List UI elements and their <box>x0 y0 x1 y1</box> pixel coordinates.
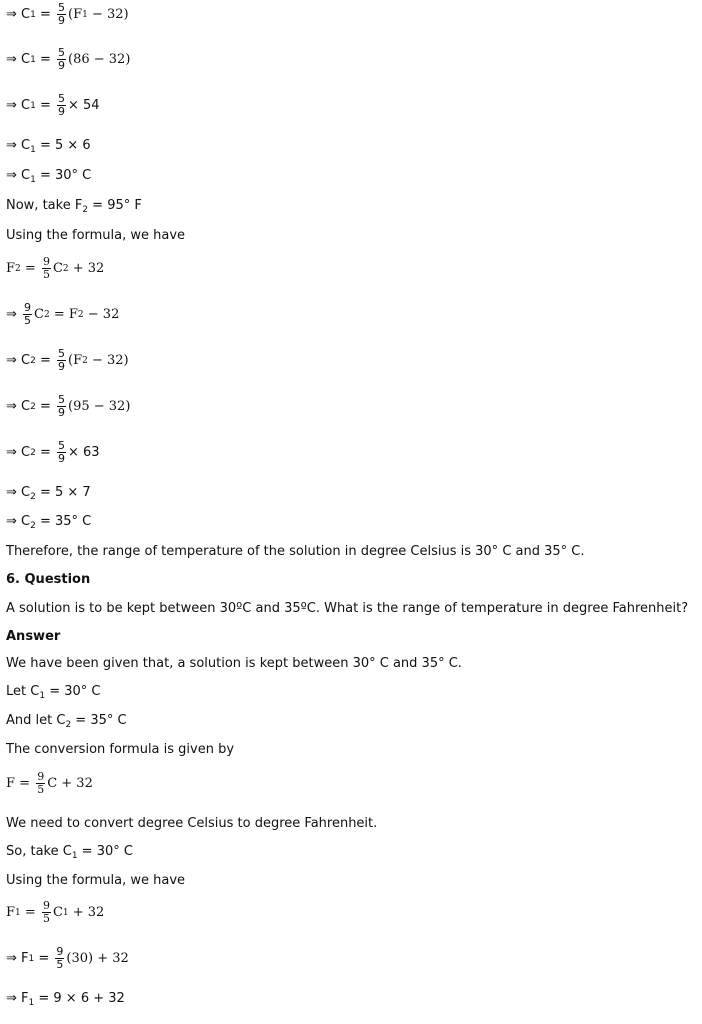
c2-step-substitute: ⇒ C 2 = $\frac{5}{9}$ (95 − 32) <box>6 393 131 419</box>
fraction: $\frac{9}{5}$ <box>56 945 64 971</box>
f1-mult-line: ⇒ $F_1 = 9 \times 6 + 32$ <box>6 991 125 1008</box>
fraction: $\frac{5}{9}$ <box>58 92 66 118</box>
c1-mult-line: ⇒ $C_1 = 5 \times 6$ <box>6 138 91 155</box>
let-c2-line: And let $C_2 = 35^\circ$ C <box>6 713 127 730</box>
fraction: $\frac{5}{9}$ <box>58 393 66 419</box>
fraction: $\frac{9}{5}$ <box>42 899 50 925</box>
c2-step-formula: ⇒ C 2 = $\frac{5}{9}$ (F 2 − 32) <box>6 347 129 373</box>
c2-step-multiply: ⇒ C 2 = $\frac{5}{9}$ × 63 <box>6 439 100 465</box>
using-formula-text: Using the formula, we have <box>6 228 186 243</box>
let-c1-line: Let $C_1 = 30^\circ$ C <box>6 684 101 701</box>
fraction: $\frac{5}{9}$ <box>58 347 66 373</box>
c1-step-multiply: ⇒ C 1 = $\frac{5}{9}$ × 54 <box>6 92 100 118</box>
f1-substitute: ⇒ F 1 = $\frac{9}{5}$ (30) + 32 <box>6 945 129 971</box>
c1-result-line: ⇒ $C_1 = 30^\circ$ C <box>6 168 92 185</box>
fraction: $\frac{5}{9}$ <box>58 1 66 27</box>
f-formula: F = $\frac{9}{5}$ C + 32 <box>6 770 93 796</box>
c2-rearrange: ⇒ $\frac{9}{5}$ C 2 = F 2 − 32 <box>6 301 120 327</box>
fraction: $\frac{5}{9}$ <box>58 439 66 465</box>
conclusion-text: Therefore, the range of temperature of the solution in degree Celsius is 30° C and 35° C. <box>6 544 585 559</box>
answer-label: Answer <box>6 629 61 644</box>
question-text: A solution is to be kept between 30ºC and 35ºC. What is the range of temperature in degree Fahrenheit? <box>6 601 689 616</box>
now-take-line: Now, take $F_2 = 95^\circ$ F <box>6 198 142 215</box>
f2-formula: F 2 = $\frac{9}{5}$ C 2 + 32 <box>6 255 105 281</box>
c2-result-line: ⇒ $C_2 = 35^\circ$ C <box>6 514 92 531</box>
need-convert-text: We need to convert degree Celsius to degree Fahrenheit. <box>6 816 378 831</box>
fraction: $\frac{9}{5}$ <box>42 255 50 281</box>
given-text: We have been given that, a solution is kept between 30° C and 35° C. <box>6 656 462 671</box>
c1-step-formula: ⇒ C 1 = $\frac{5}{9}$ (F 1 − 32) <box>6 1 129 27</box>
c2-mult-line: ⇒ $C_2 = 5 \times 7$ <box>6 485 91 502</box>
using-formula-text-2: Using the formula, we have <box>6 873 186 888</box>
f1-formula: F 1 = $\frac{9}{5}$ C 1 + 32 <box>6 899 105 925</box>
so-take-line: So, take $C_1 = 30^\circ$ C <box>6 844 133 861</box>
fraction: $\frac{5}{9}$ <box>58 46 66 72</box>
fraction: $\frac{9}{5}$ <box>37 770 45 796</box>
conversion-text: The conversion formula is given by <box>6 742 235 757</box>
question-title: 6. Question <box>6 572 91 587</box>
c1-step-substitute: ⇒ C 1 = $\frac{5}{9}$ (86 − 32) <box>6 46 131 72</box>
fraction: $\frac{9}{5}$ <box>24 301 32 327</box>
